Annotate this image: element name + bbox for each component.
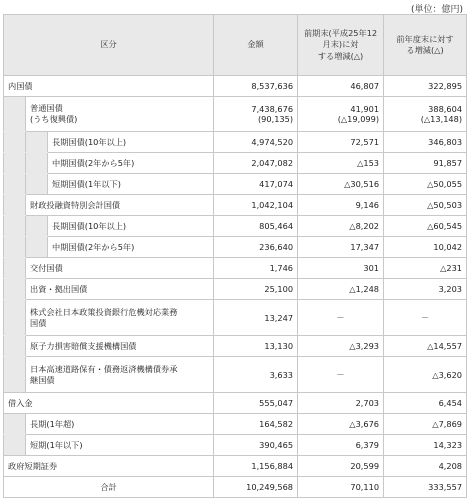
row-amount: 390,465 — [214, 435, 298, 456]
row-label: 中期国債(2年から5年) — [48, 237, 214, 258]
indent-cell — [4, 414, 26, 435]
row-amount: 25,100 — [214, 279, 298, 300]
row-vs-fy — [384, 97, 467, 132]
row-label: 内国債 — [4, 76, 214, 97]
row-label-line2: (うち復興債) — [30, 114, 78, 124]
indent-cell — [4, 435, 26, 456]
row-vs-period: △8,202 — [298, 216, 384, 237]
row-label-line1: 普通国債 — [30, 103, 63, 113]
table-row-subscription-bonds — [4, 279, 467, 300]
row-label: 長期(1年超) — [26, 414, 214, 435]
indent-cell — [26, 153, 48, 174]
row-amount-line2: (90,135) — [257, 114, 294, 124]
row-amount: 4,974,520 — [214, 132, 298, 153]
header-amount: 金額 — [214, 15, 298, 76]
row-amount: 13,130 — [214, 336, 298, 357]
row-label — [26, 300, 214, 336]
row-amount: 13,247 — [214, 300, 298, 336]
indent-cell — [4, 279, 26, 300]
row-vs-period: 70,110 — [298, 477, 384, 498]
row-vs-period — [298, 97, 384, 132]
row-label: 財政投融資特別会計国債 — [26, 195, 214, 216]
row-vs-fy: 14,323 — [384, 435, 467, 456]
row-vs-period: 301 — [298, 258, 384, 279]
table-row-total — [4, 477, 467, 498]
table-row-jbic-bonds — [4, 300, 467, 336]
row-vs-period: 20,599 — [298, 456, 384, 477]
row-vs-fy: △3,620 — [384, 357, 467, 393]
row-label: 原子力損害賠償支援機構国債 — [26, 336, 214, 357]
row-vs-fy: △231 — [384, 258, 467, 279]
table-row-borrowings — [4, 393, 467, 414]
indent-cell — [4, 132, 26, 153]
table-row-filp-long — [4, 216, 467, 237]
row-amount — [214, 97, 298, 132]
row-vs-fy: 10,042 — [384, 237, 467, 258]
row-vs-fy: 3,203 — [384, 279, 467, 300]
row-label: 長期国債(10年以上) — [48, 132, 214, 153]
header-vs-prev-period-line2: する増減(△) — [317, 50, 364, 61]
unit-note: (単位：億円) — [410, 5, 463, 15]
row-label: 合計 — [4, 477, 214, 498]
row-label-line1: 株式会社日本政策投資銀行危機対応業務 — [30, 306, 178, 317]
row-vs-period: △153 — [298, 153, 384, 174]
row-label: 出資・拠出国債 — [26, 279, 214, 300]
table-row-fb — [4, 456, 467, 477]
table-header-row — [4, 15, 467, 76]
row-vs-period: － — [298, 300, 384, 336]
indent-cell — [4, 357, 26, 393]
row-vs-fy-line2: (△13,148) — [420, 114, 463, 124]
row-vs-fy: △7,869 — [384, 414, 467, 435]
row-amount: 236,640 — [214, 237, 298, 258]
indent-cell — [26, 237, 48, 258]
table-row-highway-bonds — [4, 357, 467, 393]
row-vs-period: △30,516 — [298, 174, 384, 195]
indent-cell — [26, 174, 48, 195]
row-vs-fy: 6,454 — [384, 393, 467, 414]
table-row-ob-short — [4, 174, 467, 195]
row-vs-fy: 333,557 — [384, 477, 467, 498]
row-vs-fy: 322,895 — [384, 76, 467, 97]
row-amount: 1,746 — [214, 258, 298, 279]
row-vs-period: △1,248 — [298, 279, 384, 300]
row-vs-period: 17,347 — [298, 237, 384, 258]
row-amount: 164,582 — [214, 414, 298, 435]
row-amount: 805,464 — [214, 216, 298, 237]
row-vs-period: 2,703 — [298, 393, 384, 414]
row-vs-fy: △50,503 — [384, 195, 467, 216]
indent-cell — [26, 216, 48, 237]
table-row-domestic-bonds — [4, 76, 467, 97]
row-label: 借入金 — [4, 393, 214, 414]
row-amount: 8,537,636 — [214, 76, 298, 97]
table-row-borrow-short — [4, 435, 467, 456]
row-label-line2: 継国債 — [30, 374, 55, 385]
row-label: 短期(1年以下) — [26, 435, 214, 456]
row-label: 政府短期証券 — [4, 456, 214, 477]
row-amount: 3,633 — [214, 357, 298, 393]
table-row-filp-medium — [4, 237, 467, 258]
debt-table — [3, 14, 467, 498]
row-label-line1: 日本高速道路保有・債務返済機構債券承 — [30, 363, 178, 374]
row-vs-fy: － — [384, 300, 467, 336]
row-vs-fy-line1: 388,604 — [428, 104, 463, 114]
row-vs-period: 9,146 — [298, 195, 384, 216]
indent-cell — [26, 132, 48, 153]
row-vs-period: 46,807 — [298, 76, 384, 97]
header-vs-prev-period — [298, 15, 384, 76]
row-vs-fy: 346,803 — [384, 132, 467, 153]
indent-cell — [4, 153, 26, 174]
row-vs-period: △3,676 — [298, 414, 384, 435]
row-vs-period: 6,379 — [298, 435, 384, 456]
indent-cell — [4, 195, 26, 216]
row-amount: 10,249,568 — [214, 477, 298, 498]
row-vs-period: △3,293 — [298, 336, 384, 357]
row-vs-fy: 91,857 — [384, 153, 467, 174]
row-vs-fy: △50,055 — [384, 174, 467, 195]
row-amount: 2,047,082 — [214, 153, 298, 174]
table-row-nuclear-bonds — [4, 336, 467, 357]
table-row-grant-bonds — [4, 258, 467, 279]
row-amount: 417,074 — [214, 174, 298, 195]
row-label: 短期国債(1年以下) — [48, 174, 214, 195]
row-amount: 1,156,884 — [214, 456, 298, 477]
row-vs-period-line1: 41,901 — [350, 104, 380, 114]
indent-cell — [4, 258, 26, 279]
row-label-line2: 国債 — [30, 317, 47, 328]
table-row-ordinary-bonds — [4, 97, 467, 132]
row-vs-fy: △60,545 — [384, 216, 467, 237]
indent-cell — [4, 174, 26, 195]
table-row-borrow-long — [4, 414, 467, 435]
header-vs-prev-fy-line1: 前年度末に対す — [396, 33, 454, 44]
row-vs-fy: 4,208 — [384, 456, 467, 477]
row-vs-fy: △14,557 — [384, 336, 467, 357]
row-amount: 1,042,104 — [214, 195, 298, 216]
row-amount: 555,047 — [214, 393, 298, 414]
header-vs-prev-period-line1: 前期末(平成25年12月末)に対 — [303, 28, 378, 50]
row-label: 長期国債(10年以上) — [48, 216, 214, 237]
indent-cell — [4, 216, 26, 237]
table-row-ob-medium — [4, 153, 467, 174]
row-vs-period-line2: (△19,099) — [337, 114, 380, 124]
header-vs-prev-fy — [384, 15, 467, 76]
row-vs-period: － — [298, 357, 384, 393]
row-label — [26, 357, 214, 393]
row-label: 中期国債(2年から5年) — [48, 153, 214, 174]
header-category: 区分 — [4, 15, 214, 76]
row-vs-period: 72,571 — [298, 132, 384, 153]
header-vs-prev-fy-line2: る増減(△) — [406, 45, 444, 55]
row-amount-line1: 7,438,676 — [251, 104, 294, 114]
indent-cell — [4, 300, 26, 336]
indent-cell — [4, 97, 26, 132]
row-label: 交付国債 — [26, 258, 214, 279]
indent-cell — [4, 336, 26, 357]
row-label — [26, 97, 214, 132]
table-row-ob-long — [4, 132, 467, 153]
table-row-filp-bonds — [4, 195, 467, 216]
indent-cell — [4, 237, 26, 258]
